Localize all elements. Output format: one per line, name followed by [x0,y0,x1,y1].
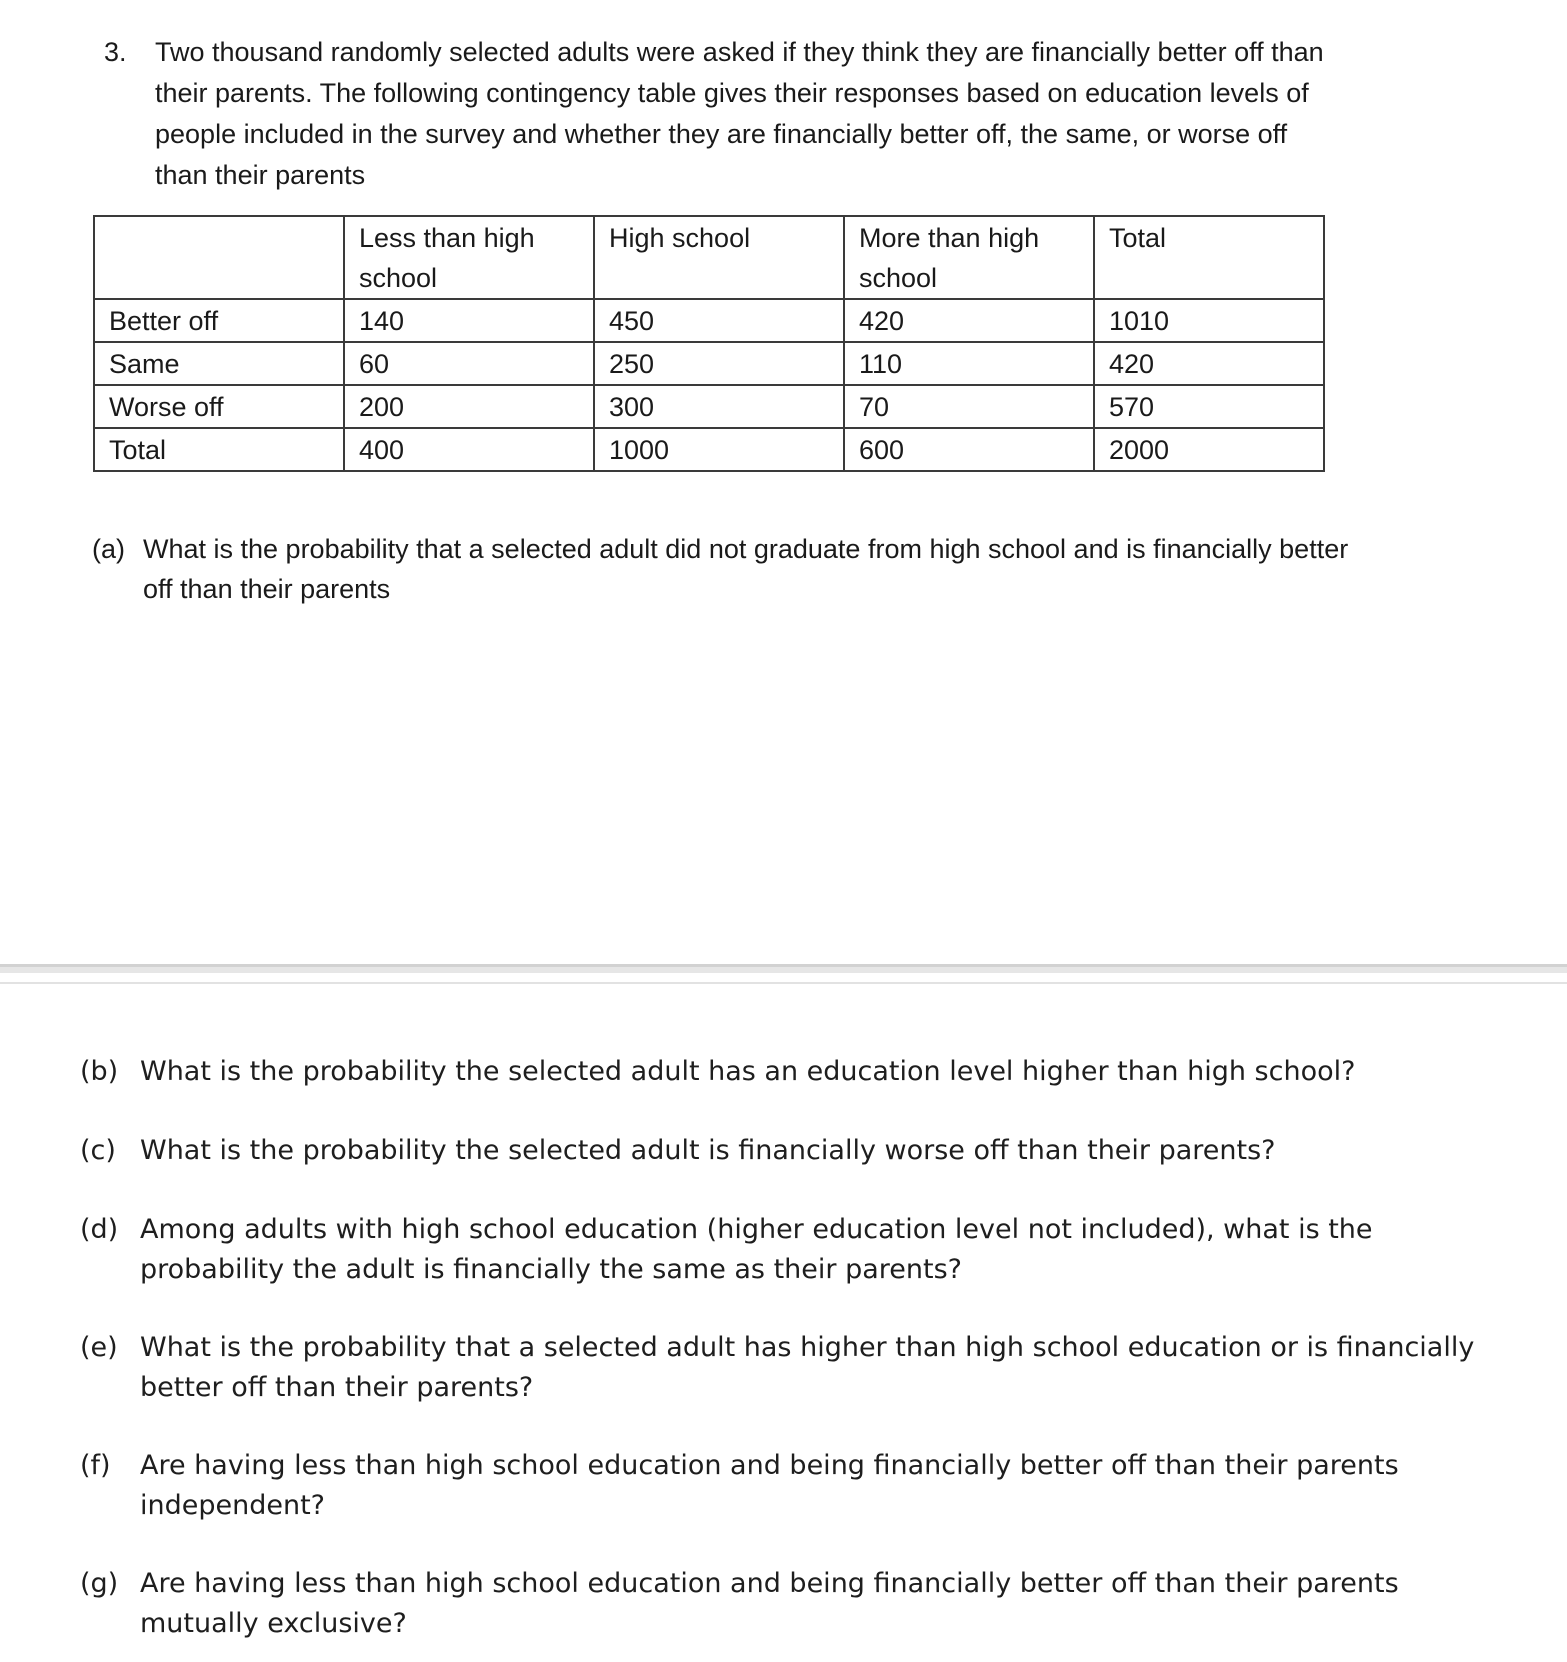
problem-text: Two thousand randomly selected adults were asked if they think they are financially better off than their parents. The following contingency table gives their responses based on education levels of people included in the survey and whether they are financially better off, the same, or worse off than their parents [155,37,1324,190]
question-text: What is the probability the selected adult has an education level higher than high school? [140,1056,1356,1087]
table-cell: 300 [594,385,844,428]
row-label: Same [94,342,344,385]
table-cell: 420 [844,299,1094,342]
question-text: What is the probability that a selected adult has higher than high school education or is financially better off than their parents? [140,1332,1475,1403]
row-label: Worse off [94,385,344,428]
table-cell: 110 [844,342,1094,385]
table-row [94,428,1324,471]
page-divider [0,964,1567,984]
question-d [80,1210,1510,1290]
question-text: Are having less than high school education and being financially better off than their parents mutually exclusive? [140,1568,1399,1639]
question-label: (c) [80,1135,116,1166]
table-corner-cell [94,216,344,299]
header-cell: High school [594,216,844,299]
question-label: (g) [80,1568,119,1599]
row-label: Better off [94,299,344,342]
table-row [94,342,1324,385]
contingency-table [93,215,1325,472]
table-cell: 2000 [1094,428,1324,471]
question-text: What is the probability that a selected adult did not graduate from high school and is financially better off than their parents [143,534,1349,604]
table-row [94,299,1324,342]
question-label: (d) [80,1214,119,1245]
question-b [80,1052,1510,1092]
question-label: (e) [80,1332,118,1363]
problem-number: 3. [104,37,127,67]
question-label: (f) [80,1450,111,1481]
question-e [80,1328,1510,1408]
table-cell: 400 [344,428,594,471]
header-cell: Total [1094,216,1324,299]
table-cell: 1010 [1094,299,1324,342]
question-label: (a) [92,534,125,564]
question-text: Are having less than high school education and being financially better off than their parents independent? [140,1450,1399,1521]
row-label: Total [94,428,344,471]
question-text: Among adults with high school education (higher education level not included), what is the probability the adult is financially the same as their parents? [140,1214,1373,1285]
question-a [92,529,1352,609]
table-cell: 1000 [594,428,844,471]
header-cell: Less than high school [344,216,594,299]
header-cell: More than high school [844,216,1094,299]
table-cell: 420 [1094,342,1324,385]
table-cell: 200 [344,385,594,428]
table-cell: 60 [344,342,594,385]
question-label: (b) [80,1056,119,1087]
table-cell: 140 [344,299,594,342]
table-cell: 250 [594,342,844,385]
table-cell: 570 [1094,385,1324,428]
question-g [80,1564,1510,1644]
question-f [80,1446,1510,1526]
table-cell: 70 [844,385,1094,428]
table-cell: 450 [594,299,844,342]
table-row [94,385,1324,428]
problem-statement [104,32,1344,196]
question-text: What is the probability the selected adult is financially worse off than their parents? [140,1135,1276,1166]
question-c [80,1131,1510,1171]
table-header-row [94,216,1324,299]
table-cell: 600 [844,428,1094,471]
